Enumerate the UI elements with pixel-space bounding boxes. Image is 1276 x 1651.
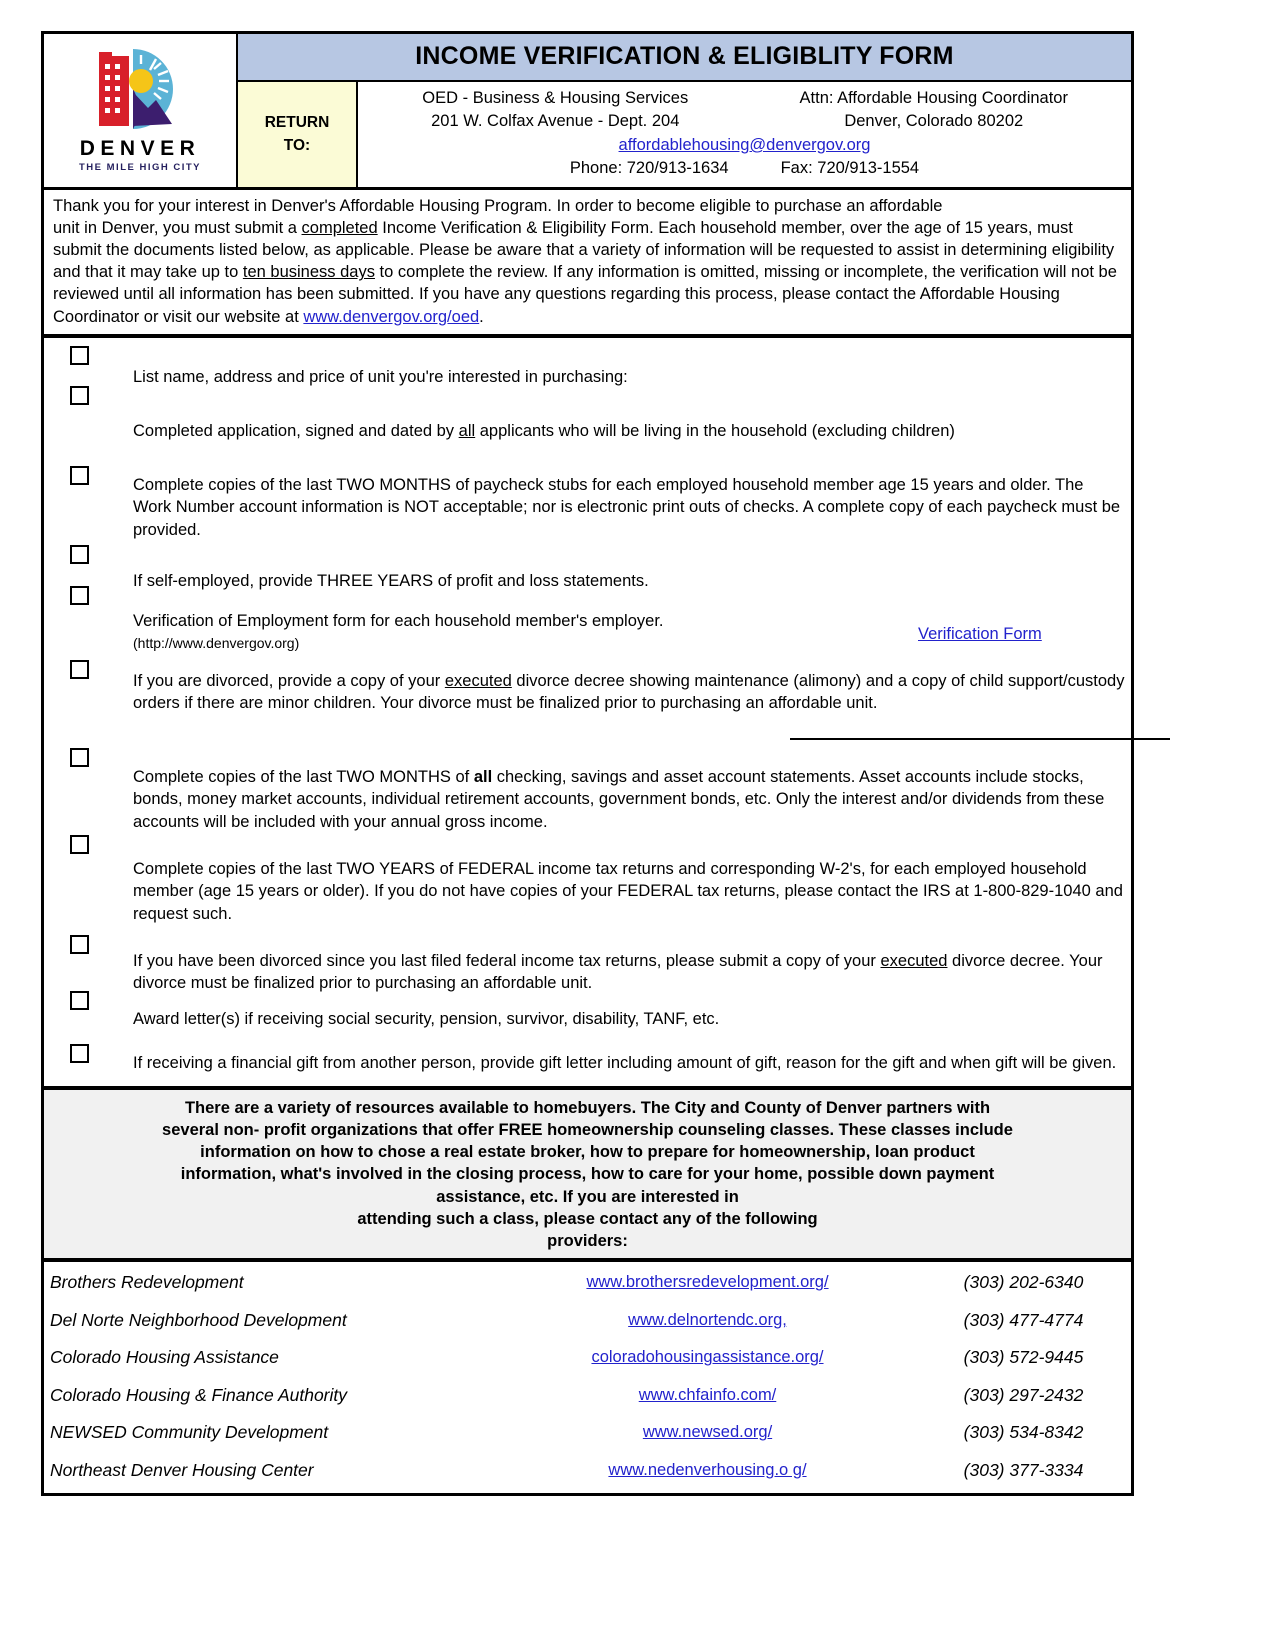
provider-link[interactable]: www.nedenverhousing.o g/ <box>608 1460 807 1479</box>
provider-phone: (303) 534-8342 <box>963 1422 1084 1443</box>
resources-line-6: attending such a class, please contact any of the following <box>357 1209 818 1228</box>
provider-url <box>499 1273 916 1292</box>
checklist-item-account-statements <box>133 766 1125 833</box>
intro-text-d: . <box>479 307 484 326</box>
table-row <box>44 1339 1131 1377</box>
checklist-item-completed-application <box>133 420 1125 442</box>
return-to-line1: RETURN <box>264 114 330 132</box>
provider-phone: (303) 202-6340 <box>963 1272 1084 1293</box>
resources-line-3: information on how to chose a real estate broker, how to prepare for homeownership, loan product <box>200 1143 975 1162</box>
provider-list <box>44 1262 1131 1493</box>
ca-underline-all: all <box>458 421 476 440</box>
intro-text-c: to complete the review. If any information is omitted, missing or incomplete, the verification will not be reviewed until all information has been submitted. If you have any questions regarding this process, please contact the Affordable Housing Coordinator or visit our website at <box>53 263 1117 326</box>
checklist-item-federal-tax-returns: Complete copies of the last TWO YEARS of FEDERAL income tax returns and corresponding W-2's, for each employed household member (age 15 years or older). If you do not have copies of your FEDERAL tax returns, please contact the IRS at 1-800-829-1040 and request such. <box>133 859 1123 923</box>
checkbox-unit-info[interactable] <box>70 346 89 365</box>
table-row <box>44 1414 1131 1452</box>
unit-info-write-in-line[interactable] <box>790 738 1170 740</box>
table-row <box>44 1264 1131 1302</box>
ca-text-a: Completed application, signed and dated by <box>133 421 459 440</box>
provider-url <box>499 1461 916 1480</box>
resources-section <box>44 1090 1131 1262</box>
provider-phone: (303) 477-4774 <box>963 1309 1084 1330</box>
table-row <box>44 1452 1131 1490</box>
checkbox-divorced-since-filing[interactable] <box>70 935 89 954</box>
checkbox-account-statements[interactable] <box>70 748 89 767</box>
denver-tagline: THE MILE HIGH CITY <box>79 162 201 174</box>
resources-line-1: There are a variety of resources available to homebuyers. The City and County of Denver partners with <box>184 1098 991 1117</box>
provider-url <box>499 1311 916 1330</box>
provider-phone: (303) 377-3334 <box>963 1459 1084 1480</box>
checkbox-federal-tax-returns[interactable] <box>70 835 89 854</box>
address-attn: Attn: Affordable Housing Coordinator <box>799 89 1068 107</box>
resources-line-4: information, what's involved in the closing process, how to care for your home, possible down payment <box>180 1165 995 1184</box>
provider-link[interactable]: coloradohousingassistance.org/ <box>591 1348 824 1367</box>
address-street: 201 W. Colfax Avenue - Dept. 204 <box>431 112 680 131</box>
intro-section <box>44 190 1131 338</box>
voe-text: Verification of Employment form for each household member's employer. <box>133 611 664 630</box>
fax-number: Fax: 720/913-1554 <box>780 159 920 178</box>
form-title: INCOME VERIFICATION & ELIGIBLITY FORM <box>238 34 1131 82</box>
verification-form-link[interactable]: Verification Form <box>918 624 1042 643</box>
as-text-a: Complete copies of the last TWO MONTHS of <box>133 767 474 786</box>
dd-text-b: divorce decree showing maintenance (alimony) and a copy of child support/custody orders if there are minor children. Your divorce must be finalized prior to purchasing an affordable unit. <box>133 671 1125 713</box>
provider-link[interactable]: www.delnortendc.org, <box>628 1310 787 1329</box>
checklist-item-paycheck-stubs: Complete copies of the last TWO MONTHS of paycheck stubs for each employed household member age 15 years and older. The Work Number account information is NOT acceptable; nor is electronic print outs of checks. A complete copy of each paycheck must be provided. <box>133 475 1121 539</box>
denver-logo-icon <box>86 46 194 132</box>
header-body <box>238 82 1131 187</box>
provider-name: Brothers Redevelopment <box>50 1272 244 1293</box>
return-to-line2: TO: <box>283 137 311 155</box>
header-right <box>238 34 1131 187</box>
as-bold-all: all <box>473 767 493 786</box>
return-to-label <box>238 82 358 187</box>
checklist-item-gift-letter: If receiving a financial gift from another person, provide gift letter including amount of gift, reason for the gift and when gift will be given. <box>133 1053 1117 1072</box>
as-text-b: checking, savings and asset account statements. Asset accounts include stocks, bonds, money market accounts, individual retirement accounts, government bonds, etc. Only the interest and/or dividends from these accounts will be included with your annual gross income. <box>133 767 1105 831</box>
dsf-text-a: If you have been divorced since you last filed federal income tax returns, please submit a copy of your <box>133 951 881 970</box>
table-row <box>44 1302 1131 1340</box>
checkbox-divorce-decree[interactable] <box>70 660 89 679</box>
provider-name: NEWSED Community Development <box>50 1422 329 1443</box>
intro-underline-ten-business-days: ten business days <box>242 263 375 282</box>
email-link[interactable]: affordablehousing@denvergov.org <box>618 135 871 154</box>
address-phone-row <box>366 157 1123 180</box>
intro-paragraph <box>53 217 1122 328</box>
intro-text-a: unit in Denver, you must submit a <box>53 218 302 237</box>
dd-underline-executed: executed <box>444 671 512 690</box>
denver-wordmark: DENVER <box>79 137 201 161</box>
checklist-item-divorced-since-filing <box>133 950 1125 995</box>
provider-phone: (303) 297-2432 <box>963 1384 1084 1405</box>
provider-url <box>499 1386 916 1405</box>
checklist-item-award-letters: Award letter(s) if receiving social security, pension, survivor, disability, TANF, etc. <box>133 1009 720 1028</box>
checkbox-gift-letter[interactable] <box>70 1044 89 1063</box>
provider-name: Del Norte Neighborhood Development <box>50 1309 347 1330</box>
address-row-1 <box>366 87 1123 110</box>
dd-text-a: If you are divorced, provide a copy of your <box>133 671 445 690</box>
checkbox-self-employed[interactable] <box>70 545 89 564</box>
intro-underline-completed: completed <box>301 218 378 237</box>
provider-name: Northeast Denver Housing Center <box>50 1459 314 1480</box>
intro-line-1: Thank you for your interest in Denver's Affordable Housing Program. In order to become eligible to purchase an affordable <box>53 196 943 215</box>
form-header <box>44 34 1131 190</box>
income-verification-form <box>41 31 1134 1496</box>
voe-subtext: (http://www.denvergov.org) <box>133 635 300 652</box>
resources-line-7: providers: <box>547 1231 628 1250</box>
checklist-item-divorce-decree <box>133 670 1125 715</box>
checkbox-completed-application[interactable] <box>70 386 89 405</box>
return-address-block <box>358 82 1131 187</box>
provider-url <box>499 1423 916 1442</box>
denver-logo <box>44 34 238 187</box>
checklist-item-unit-info: List name, address and price of unit you're interested in purchasing: <box>133 367 628 386</box>
address-city-state-zip: Denver, Colorado 80202 <box>844 112 1024 131</box>
provider-url <box>499 1348 916 1367</box>
document-checklist <box>44 338 1131 1090</box>
dsf-underline-executed: executed <box>880 951 948 970</box>
checklist-item-self-employed: If self-employed, provide THREE YEARS of profit and loss statements. <box>133 571 649 590</box>
table-row <box>44 1377 1131 1415</box>
checkbox-verification-of-employment[interactable] <box>70 586 89 605</box>
checkbox-award-letters[interactable] <box>70 991 89 1010</box>
address-department: OED - Business & Housing Services <box>422 89 689 107</box>
ca-text-b: applicants who will be living in the household (excluding children) <box>475 421 955 440</box>
resources-line-2: several non- profit organizations that offer FREE homeownership counseling classes. These classes include <box>162 1121 1013 1139</box>
checkbox-paycheck-stubs[interactable] <box>70 466 89 485</box>
provider-link[interactable]: www.brothersredevelopment.org/ <box>586 1273 829 1292</box>
website-link[interactable]: www.denvergov.org/oed <box>303 307 480 326</box>
provider-name: Colorado Housing Assistance <box>50 1347 279 1368</box>
provider-name: Colorado Housing & Finance Authority <box>50 1384 348 1405</box>
provider-phone: (303) 572-9445 <box>963 1347 1084 1368</box>
address-row-2 <box>366 110 1123 133</box>
resources-line-5: assistance, etc. If you are interested in <box>436 1187 739 1206</box>
provider-link[interactable]: www.newsed.org/ <box>642 1423 773 1442</box>
address-email-row <box>366 134 1123 157</box>
phone-number: Phone: 720/913-1634 <box>569 159 729 178</box>
provider-link[interactable]: www.chfainfo.com/ <box>638 1385 777 1404</box>
dsf-text-b: divorce decree. Your divorce must be finalized prior to purchasing an affordable unit. <box>133 951 1103 993</box>
intro-text-b: Income Verification & Eligibility Form. Each household member, over the age of 15 years, must submit the documents listed below, as applicable. Please be aware that a variety of information will be requested to assist in determining eligibility and that it may take up to <box>53 218 1115 282</box>
